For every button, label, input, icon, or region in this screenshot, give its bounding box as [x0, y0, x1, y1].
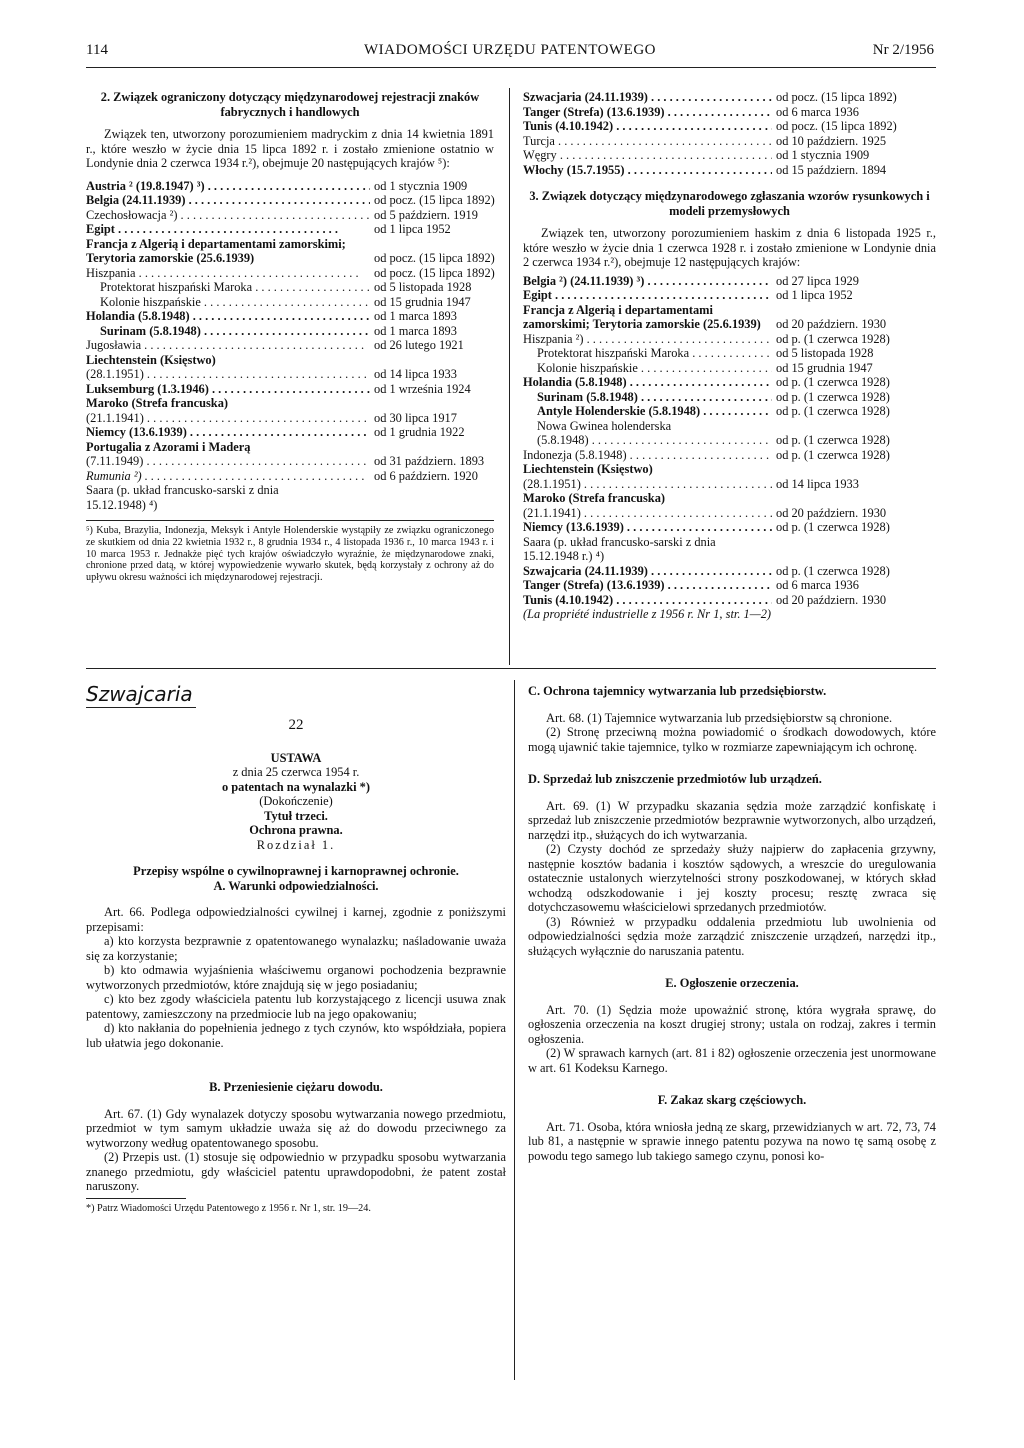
- art-70-2: (2) W sprawach karnych (art. 81 i 82) ogłoszenie orzeczenia jest unormowane w art. 61 Kodeksu Karnego.: [528, 1046, 936, 1075]
- country-date: od 1 grudnia 1922: [374, 425, 465, 439]
- country-saara: Saara (p. układ francusko-sarski z dnia 15.12.1948) ⁴): [86, 483, 279, 512]
- bottom-left-column: [86, 718, 506, 1214]
- country-name: (7.11.1949) . . .: [86, 454, 370, 469]
- country-row: [523, 564, 936, 579]
- footnote: *) Patrz Wiadomości Urzędu Patentowego z 1956 r. Nr 1, str. 19—24.: [86, 1202, 371, 1214]
- country-date: od p. (1 czerwca 1928): [776, 404, 890, 418]
- section-d-heading: D. Sprzedaż lub zniszczenie przedmiotów lub urządzeń.: [528, 772, 822, 786]
- country-name: Protektorat hiszpański Maroka . . .: [523, 346, 772, 361]
- country-portugalia: Portugalia z Azorami i Maderą: [86, 439, 251, 454]
- country-row: [523, 375, 936, 390]
- country-name: Szwajcaria (24.11.1939) . . .: [523, 564, 772, 579]
- top-right-column: [523, 90, 936, 622]
- bottom-right-column: [528, 684, 936, 1163]
- header-rule: [86, 67, 936, 68]
- section-3-intro: Związek ten, utworzony porozumieniem haskim z dnia 6 listopada 1925 r., które weszło w życie dnia 1 czerwca 1928 r. i zostało zmienione w Londynie dnia 2 czerwca 1934 r.²), obejmuje 12 następujących krajów:: [523, 226, 936, 269]
- country-francja: Francja z Algerią i departamentami zamorskimi; Terytoria zamorskie (25.6.1939): [86, 236, 346, 265]
- country-name: Austria ² (19.8.1947) ³) . . .: [86, 179, 370, 194]
- country-date: od 30 lipca 1917: [374, 410, 457, 425]
- country-name: (21.1.1941) . . .: [523, 506, 772, 521]
- country-date: od 1 września 1924: [374, 381, 471, 396]
- section-rule: [86, 668, 936, 669]
- country-name: Indonezja (5.8.1948) . . .: [523, 448, 772, 463]
- chapter-name: Przepisy wspólne o cywilnoprawnej i karnoprawnej ochronie.: [133, 864, 459, 878]
- country-name: Surinam (5.8.1948) . . .: [86, 324, 370, 339]
- country-row: [86, 411, 494, 426]
- country-name: Tanger (Strefa) (13.6.1939) . . .: [523, 105, 772, 120]
- country-date: od pocz. (15 lipca 1892): [374, 193, 495, 207]
- country-name: (5.8.1948) . . .: [523, 433, 772, 448]
- country-row: [86, 309, 494, 324]
- country-name: Jugosławia . . .: [86, 338, 370, 353]
- country-row: [523, 105, 936, 120]
- country-date: od pocz. (15 lipca 1892): [374, 251, 495, 265]
- country-row: [523, 361, 936, 376]
- country-date: od 14 lipca 1933: [776, 476, 859, 491]
- country-date: od 5 listopada 1928: [374, 280, 472, 294]
- issue-number: Nr 2/1956: [872, 42, 934, 58]
- country-date: od p. (1 czerwca 1928): [776, 375, 890, 389]
- country-row: [523, 593, 936, 608]
- country-name: Antyle Holenderskie (5.8.1948) . . .: [523, 404, 772, 419]
- country-row: [523, 148, 936, 163]
- country-name: Niemcy (13.6.1939) . . .: [86, 425, 370, 440]
- country-date: od pocz. (15 lipca 1892): [776, 119, 897, 133]
- art-66-d: d) kto nakłania do popełnienia jednego z tych czynów, kto współdziała, popiera lub ułatwia jego dokonanie.: [86, 1021, 506, 1050]
- country-date: od 1 marca 1893: [374, 323, 457, 338]
- country-row: [86, 208, 494, 223]
- title-three-name: Ochrona prawna.: [249, 823, 343, 837]
- country-row: [86, 454, 494, 469]
- section-2-intro: Związek ten, utworzony porozumieniem madryckim z dnia 14 kwietnia 1891 r., które weszło w życie dnia 15 lipca 1892 r. i zostało zmienione ostatnio w Londynie dnia 2 czerwca 1934 r.²), obejmuje 20 następujących krajów ⁵):: [86, 127, 494, 170]
- country-date: od 14 lipca 1933: [374, 367, 457, 381]
- art-67-2: (2) Przepis ust. (1) stosuje się odpowiednio w przypadku sposobu wytwarzania znanego przedmiotu, gdy właściciel patentu uprawdopodobni, że patent został naruszony.: [86, 1150, 506, 1193]
- country-name: Egipt . . .: [86, 222, 370, 237]
- country-list: [86, 266, 494, 353]
- column-divider: [514, 680, 515, 1380]
- country-row: [86, 382, 494, 397]
- country-row: [523, 332, 936, 347]
- art-68-1: Art. 68. (1) Tajemnice wytwarzania lub przedsiębiorstw są chronione.: [546, 710, 893, 725]
- page-header: [86, 42, 934, 64]
- law-note: (Dokończenie): [259, 794, 333, 808]
- country-date: od 1 stycznia 1909: [374, 178, 468, 193]
- section-e-heading: E. Ogłoszenie orzeczenia.: [665, 976, 799, 990]
- art-69-2: (2) Czysty dochód ze sprzedaży służy najpierw do zapłacenia grzywny, następnie kosztów badania i kosztów sądowych, a wreszcie do uregulowania ostatecznie ustalonych wierzytelności strony poszkodowanej, w których skład wchodzą odszkodowanie i jej koszty procesu; resztę zwraca się dotychczasowemu właścicielowi sprzedanych przedmiotów.: [528, 842, 936, 914]
- column-divider: [509, 88, 510, 665]
- country-maroko: Maroko (Strefa francuska): [86, 396, 229, 410]
- country-date: od 1 lipca 1952: [776, 288, 853, 302]
- country-date: od p. (1 czerwca 1928): [776, 331, 890, 346]
- country-date: od 20 październ. 1930: [776, 317, 887, 331]
- page-number: 114: [86, 42, 108, 58]
- source-citation: (La propriété industrielle z 1956 r. Nr 1, str. 1—2): [523, 607, 772, 621]
- country-row: [523, 404, 936, 419]
- country-date: od 10 październ. 1925: [776, 133, 887, 148]
- journal-title: WIADOMOŚCI URZĘDU PATENTOWEGO: [364, 42, 656, 58]
- country-francja: Francja z Algerią i departamentami zamorskimi; Terytoria zamorskie (25.6.1939): [523, 302, 761, 331]
- country-row: [86, 469, 494, 484]
- country-date: od p. (1 czerwca 1928): [776, 433, 890, 447]
- section-b-heading: B. Przeniesienie ciężaru dowodu.: [209, 1080, 383, 1094]
- section-3-heading: 3. Związek dotyczący międzynarodowego zgłaszania wzorów rysunkowych i modeli przemysłowych: [529, 189, 930, 218]
- country-row: [86, 222, 494, 237]
- country-date: od p. (1 czerwca 1928): [776, 563, 890, 578]
- country-name: (28.1.1951) . . .: [86, 367, 370, 382]
- country-row: [523, 119, 936, 134]
- country-date: od 1 marca 1893: [374, 309, 457, 323]
- country-date: od 26 lutego 1921: [374, 338, 464, 352]
- country-liechtenstein: Liechtenstein (Księstwo): [523, 462, 653, 476]
- country-date: od 27 lipca 1929: [776, 273, 859, 288]
- country-row: [86, 179, 494, 194]
- country-row: [523, 477, 936, 492]
- country-date: od 15 grudnia 1947: [374, 294, 471, 309]
- country-date: od pocz. (15 lipca 1892): [374, 265, 495, 280]
- country-name: Holandia (5.8.1948) . . .: [523, 375, 772, 390]
- country-name: (28.1.1951) . . .: [523, 477, 772, 492]
- country-date: od p. (1 czerwca 1928): [776, 447, 890, 462]
- country-list: [523, 564, 936, 608]
- country-date: od 20 październ. 1930: [776, 505, 887, 520]
- country-date: od 5 listopada 1928: [776, 346, 874, 360]
- country-label: Szwajcaria: [86, 682, 193, 706]
- country-row: [86, 338, 494, 353]
- country-date: od 6 październ. 1920: [374, 468, 478, 483]
- country-date: od 15 grudnia 1947: [776, 360, 873, 375]
- country-row: [86, 425, 494, 440]
- art-66-c: c) kto bez zgody właściciela patentu lub korzystającego z licencji usuwa znak patentowy, zamieszczony na przedmiocie lub na jego opakowaniu;: [86, 992, 506, 1021]
- footnote: ⁵) Kuba, Brazylia, Indonezja, Meksyk i Antyle Holenderskie wystąpiły ze związku ograniczonego ze skutkiem od dnia 22 kwietnia 1932 r., 8 grudnia 1934 r., 4 listopada 1936 r., 10 marca 1943 r. i 10 marca 1953 r. Jednakże pięć tych krajów oświadczyło wyraźnie, że międzynarodowe znaki, chronione przed datą, w której wypowiedzenie wywarło skutek, będą korzystały z ochrony aż do upływu okresu ważności ich międzynarodowej rejestracji.: [86, 525, 494, 584]
- country-date: od 5 październ. 1919: [374, 207, 478, 222]
- art-70-1: Art. 70. (1) Sędzia może upoważnić stronę, która wygrała sprawę, do ogłoszenia orzeczenia na koszt drugiej strony; ustala on rodzaj, zakres i termin ogłoszenia.: [528, 1002, 936, 1046]
- country-list: [523, 274, 936, 303]
- country-date: od pocz. (15 lipca 1892): [776, 90, 897, 104]
- section-c-heading: C. Ochrona tajemnicy wytwarzania lub przedsiębiorstw.: [528, 684, 827, 698]
- title-three: Tytuł trzeci.: [264, 808, 328, 823]
- law-subject: o patentach na wynalazki *): [221, 779, 370, 794]
- country-date: od 1 lipca 1952: [374, 222, 451, 236]
- country-name: Kolonie hiszpańskie . . .: [86, 295, 370, 310]
- art-66-a: a) kto korzysta bezprawnie z opatentowanego wynalazku; naśladowanie uważa się za korzystanie;: [86, 934, 506, 963]
- country-name: Tunis (4.10.1942) . . .: [523, 119, 772, 134]
- section-2-heading: 2. Związek ograniczony dotyczący międzynarodowej rejestracji znaków fabrycznych i handlowych: [100, 90, 480, 119]
- country-row: [523, 346, 936, 361]
- country-row: [86, 367, 494, 382]
- country-name: Kolonie hiszpańskie . . .: [523, 361, 772, 376]
- country-nowa-gwinea: Nowa Gwinea holenderska: [537, 418, 672, 433]
- country-date: od 20 październ. 1930: [776, 592, 887, 607]
- country-name: Egipt . . .: [523, 288, 772, 303]
- country-name: Belgia (24.11.1939) . . .: [86, 193, 370, 208]
- law-date: z dnia 25 czerwca 1954 r.: [232, 765, 360, 779]
- country-saara: Saara (p. układ francusko-sarski z dnia 15.12.1948 r.) ⁴): [523, 534, 716, 563]
- country-row: [523, 578, 936, 593]
- country-row: [523, 163, 936, 178]
- country-row: [523, 288, 936, 303]
- country-list: [86, 179, 494, 237]
- country-date: od 31 październ. 1893: [374, 454, 485, 468]
- section-a-heading: A. Warunki odpowiedzialności.: [213, 878, 379, 893]
- top-left-column: [86, 90, 494, 584]
- country-row: [86, 324, 494, 339]
- country-name: Hiszpania . . .: [86, 266, 370, 281]
- country-date: od 6 marca 1936: [776, 578, 859, 592]
- art-69-1: Art. 69. (1) W przypadku skazania sędzia może zarządzić konfiskatę i sprzedaż lub zniszczenie przedmiotów bezprawnie wytworzonych, albo urządzeń, narzędzi itp., służących do ich wytwarzania.: [528, 798, 936, 842]
- country-name: (21.1.1941) . . .: [86, 411, 370, 426]
- country-maroko: Maroko (Strefa francuska): [523, 491, 666, 505]
- art-71: Art. 71. Osoba, która wniosła jedną ze skarg, przewidzianych w art. 72, 73, 74 lub 81, a następnie w sprawie innego patentu pozywa na nowo tę samą osobę z powodu tego samego lub takiego samego czynu, ponosi ko-: [528, 1119, 936, 1163]
- country-row: [86, 266, 494, 281]
- country-name: Szwacjaria (24.11.1939) . . .: [523, 90, 772, 105]
- art-68-2: (2) Stronę przeciwną można powiadomić o środkach dowodowych, które mogą ujawnić takie tajemnice, tylko w rozmiarze zapewniającym ich ochronę.: [528, 725, 936, 754]
- chapter-heading: Rozdział 1.: [256, 837, 336, 852]
- country-name: Protektorat hiszpański Maroka . . .: [86, 280, 370, 295]
- country-date: od 6 marca 1936: [776, 104, 859, 119]
- art-66: Art. 66. Podlega odpowiedzialności cywilnej i karnej, zgodnie z poniższymi przepisami:: [86, 905, 506, 934]
- country-row: [86, 280, 494, 295]
- country-label-underline: [86, 707, 196, 708]
- section-f-heading: F. Zakaz skarg częściowych.: [657, 1093, 807, 1107]
- country-row: [86, 295, 494, 310]
- country-name: Czechosłowacja ²) . . .: [86, 208, 370, 223]
- country-name: Włochy (15.7.1955) . . .: [523, 163, 772, 178]
- country-row: [523, 274, 936, 289]
- country-row: [523, 520, 936, 535]
- art-67-1: Art. 67. (1) Gdy wynalazek dotyczy sposobu wytwarzania nowego przedmiotu, przedmiot w tym samym układzie uważa się aż do dowodu przeciwnego za wytworzony według opatentowanego sposobu.: [86, 1106, 506, 1150]
- country-name: Belgia ²) (24.11.1939) ³) . . .: [523, 274, 772, 289]
- country-row: [523, 433, 936, 448]
- country-list: [523, 332, 936, 419]
- country-row: [523, 90, 936, 105]
- country-name: Tanger (Strefa) (13.6.1939) . . .: [523, 578, 772, 593]
- country-name: Rumunia ²) . . .: [86, 469, 370, 484]
- country-row: [523, 506, 936, 521]
- art-66-b: b) kto odmawia wyjaśnienia właściwemu organowi pochodzenia bezprawnie wytworzonych przedmiotów, które znajdują się w jego posiadaniu;: [86, 963, 506, 992]
- art-69-3: (3) Również w przypadku oddalenia przedmiotu lub uwolnienia od odpowiedzialności sędzia może zarządzić zniszczenie urządzeń, narzędzi itp., służących wyłącznie do naruszania patentu.: [528, 914, 936, 958]
- country-date: od p. (1 czerwca 1928): [776, 389, 890, 404]
- document-number: 22: [288, 717, 304, 733]
- country-name: Luksemburg (1.3.1946) . . .: [86, 382, 370, 397]
- country-name: Surinam (5.8.1948) . . .: [523, 390, 772, 405]
- country-name: Niemcy (13.6.1939) . . .: [523, 520, 772, 535]
- country-name: Holandia (5.8.1948) . . .: [86, 309, 370, 324]
- law-title: USTAWA: [270, 750, 322, 765]
- country-liechtenstein: Liechtenstein (Księstwo): [86, 352, 216, 367]
- country-date: od 15 październ. 1894: [776, 162, 887, 177]
- country-row: [523, 390, 936, 405]
- country-name: Tunis (4.10.1942) . . .: [523, 593, 772, 608]
- country-date: od 1 stycznia 1909: [776, 148, 870, 162]
- country-name: Hiszpania ²) . . .: [523, 332, 772, 347]
- country-date: od p. (1 czerwca 1928): [776, 520, 890, 534]
- country-row: [523, 134, 936, 149]
- country-name: Węgry . . .: [523, 148, 772, 163]
- country-row: [523, 448, 936, 463]
- country-name: Turcja . . .: [523, 134, 772, 149]
- country-row: [86, 193, 494, 208]
- country-list: [523, 90, 936, 177]
